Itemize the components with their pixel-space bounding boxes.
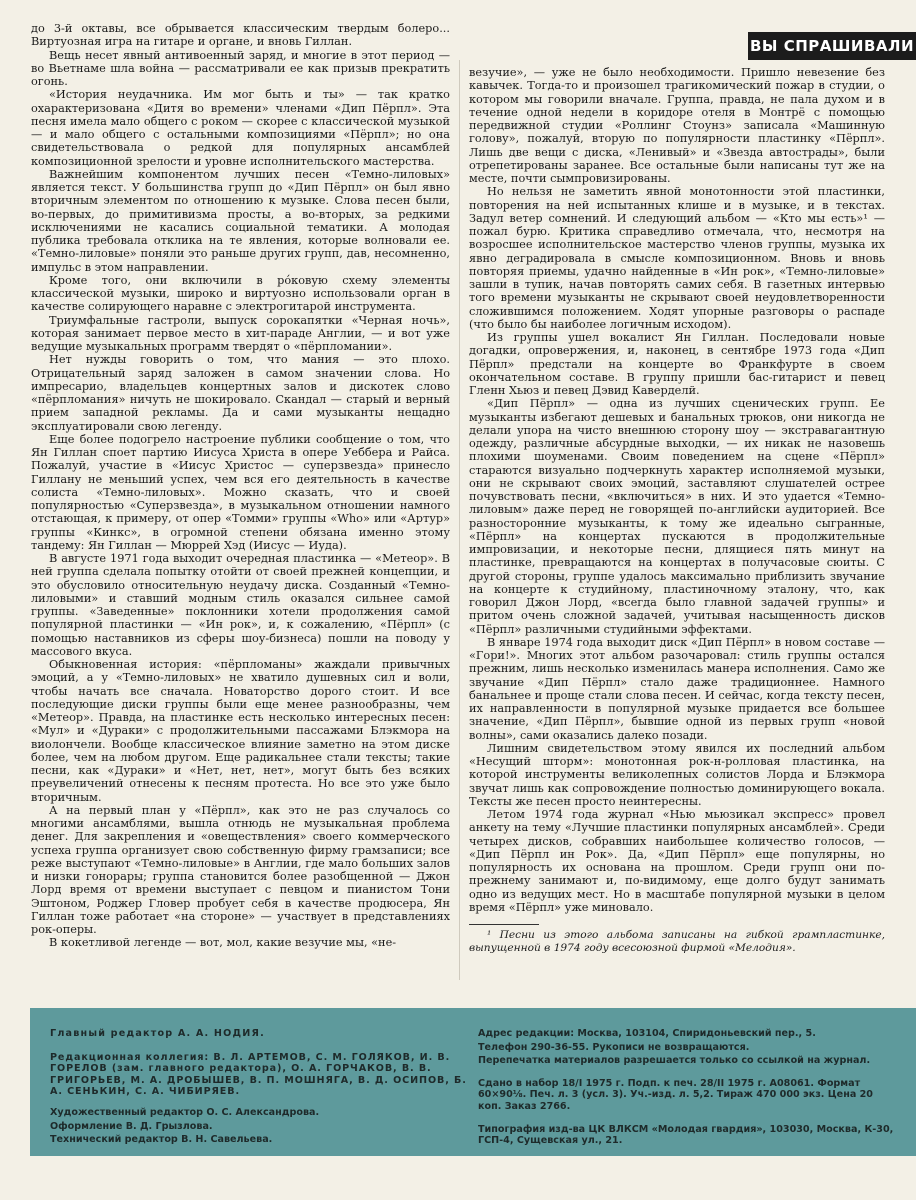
- print-info: Сдано в набор 18/I 1975 г. Подп. к печ. 28/II 1975 г. А08061. Формат 60×90⅛. Печ. л. 3 (усл. 3). Уч.-изд. л. 5,2. Тираж 470 000 экз. Цена 20 коп. Заказ 2766.: [478, 1077, 873, 1112]
- paragraph: Важнейшим компонентом лучших песен «Темно-лиловых» является текст. У большинства групп до «Дип Пёрпл» он был явно вторичным элементом по отношению к музыке. Слова песен были, во-первых, до примитивизма просты, а во-вторых, за редкими исключениями не касались социальной тематики. А молодая публика требовала отклика на те явления, которые волновали ее. «Темно-лиловые» поняли это раньше других групп, дав, несомненно, импульс в этом направлении.: [31, 167, 450, 274]
- chief-editor: Главный редактор А. А. НОДИЯ.: [50, 1028, 265, 1039]
- paragraph: Лишним свидетельством этому явился их последний альбом «Несущий шторм»: монотонная рок-н-ролловая пластинка, на которой инструменты великолепных солистов Лорда и Блэкмора звучат лишь как сопровождение полностью доминирующего вокала. Тексты же песен просто неинтересны.: [469, 741, 885, 808]
- paragraph: Из группы ушел вокалист Ян Гиллан. Последовали новые догадки, опровержения, и, наконец, в сентябре 1973 года «Дип Пёрпл» предстали на концерте во Франкфурте в своем окончательном составе. В группу пришли бас-гитарист и певец Гленн Хьюз и певец Дэвид Каверделй.: [469, 331, 885, 397]
- design-credit: Оформление В. Д. Грызлова.: [50, 1120, 213, 1132]
- art-editor: Художественный редактор О. С. Александрова.: [50, 1106, 320, 1118]
- paragraph: Вещь несет явный антивоенный заряд, и многие в этот период — во Вьетнаме шла война — рассматривали ее как призыв прекратить огонь.: [31, 48, 450, 88]
- paragraph: Триумфальные гастроли, выпуск сорокапятки «Черная ночь», которая занимает первое место в хит-параде Англии, — и вот уже ведущие музыкальных программ твердят о «пёрпломании».: [31, 313, 450, 353]
- phone: Телефон 290-36-55. Рукописи не возвращаются.: [478, 1041, 750, 1053]
- paragraph: Обыкновенная история: «пёрпломаны» жаждали привычных эмоций, а у «Темно-лиловых» не хватило душевных сил и воли, чтобы начать все сначала. Новаторство дорого стоит. И все последующие диски группы были еще менее разнообразны, чем «Метеор». Правда, на пластинке есть несколько интересных песен: «Мул» и «Дураки» с продолжительными пассажами Блэкмора на виолончели. Вообще классическое влияние заметно на этом диске более, чем на любом другом. Еще радикальнее стали тексты; такие песни, как «Дураки» и «Нет, нет, нет», могут быть без всяких преувеличений отнесены к песням протеста. Но все это уже было вторичным.: [31, 658, 450, 804]
- section-title: ВЫ СПРАШИВАЛИ: [748, 32, 916, 60]
- paragraph: везучие», — уже не было необходимости. Пришло невезение без кавычек. Тогда-то и произошел трагикомический пожар в студии, о котором мы говорили вначале. Группа, правда, не пала духом и в течение одной недели в коридоре отеля в Монтрё с помощью передвижной студии «Роллинг Стоунз» записала «Машинную голову», пожалуй, вторую по популярности пластинку «Пёрпл». Лишь две вещи с диска, «Ленивый» и «Звезда автострады», были отрепетированы заранее. Все остальные были написаны тут же на месте, почти сымпровизированы.: [469, 66, 885, 185]
- right-column: [469, 66, 885, 954]
- footnote: ¹ Песни из этого альбома записаны на гибкой грампластинке, выпущенной в 1974 году всесоюзной фирмой «Мелодия».: [469, 929, 885, 954]
- paragraph: Летом 1974 года журнал «Нью мьюзикал экспресс» провел анкету на тему «Лучшие пластинки популярных ансамблей». Среди четырех дисков, собравших наибольшее количество голосов, — «Дип Пёрпл ин Рок». Да, «Дип Пёрпл» еще популярны, но популярность их основана на прошлом. Среди групп они по-прежнему занимают и, по-видимому, еще долго будут занимать одно из ведущих мест. Но в масштабе популярной музыки в целом время «Пёрпл» уже миновало.: [469, 808, 885, 914]
- footnote-rule: [469, 924, 539, 925]
- paragraph: Нет нужды говорить о том, что мания — это плохо. Отрицательный заряд заложен в самом значении слова. Но импресарио, владельцев концертных залов и дискотек слово «пёрпломания» ничуть не шокировало. Скандал — старый и верный прием западной рекламы. Да и сами музыканты нещадно эксплуатировали свою легенду.: [31, 353, 450, 433]
- imprint-block: [30, 1008, 916, 1156]
- imprint-left: [50, 1028, 470, 1148]
- tech-editor: Технический редактор В. Н. Савельева.: [50, 1134, 273, 1146]
- column-divider: [459, 60, 460, 980]
- paragraph: В августе 1971 года выходит очередная пластинка — «Метеор». В ней группа сделала попытку отойти от своей прежней концепции, и это обусловило относительную неудачу диска. Созданный «Темно-лиловыми» и ставший модным стиль оказался сильнее самой группы. «Заведенные» поклонники хотели продолжения самой популярной пластинки — «Ин рок», и, к сожалению, «Пёрпл» (с помощью наставников из сферы шоу-бизнеса) пошли на поводу у массового вкуса.: [31, 552, 450, 658]
- paragraph: «Дип Пёрпл» — одна из лучших сценических групп. Ее музыканты избегают дешевых и банальных трюков, они никогда не делали упора на чисто внешнюю сторону шоу — экстравагантную одежду, различные абсурдные выходки, — их никак не назовешь плохими шоуменами. Своим поведением на сцене «Пёрпл» стараются визуально подчеркнуть характер исполняемой музыки, они не скрывают своих эмоций, заставляют слушателей острее почувствовать песни, «включиться» в них. И это удается «Темно-лиловым» даже перед не говорящей по-английски аудиторией. Все разносторонние музыканты, к тому же идеально сыгранные, «Пёрпл» на концертах пускаются в продолжительные импровизации, и некоторые песни, длящиеся пять минут на пластинке, превращаются на концертах в получасовые сюиты. С другой стороны, группе удалось максимально приблизить звучание на концерте к студийному, пластиночному эталону, что, как говорил Джон Лорд, «всегда было главной задачей группы» и притом очень сложной задачей, учитывая насыщенность дисков «Пёрпл» различными студийными эффектами.: [469, 397, 885, 636]
- paragraph: А на первый план у «Пёрпл», как это не раз случалось со многими ансамблями, вышла отнюдь не музыкальная проблема денег. Для закрепления и «овеществления» своего коммерческого успеха группа организует свою собственную фирму грамзаписи; все реже выступают «Темно-лиловые» в Англии, где мало больших залов и низки гонорары; группа становится более разобщенной — Джон Лорд время от времени выступает с певцом и пианистом Тони Эштоном, Роджер Гловер пробует себя в качестве продюсера, Ян Гиллан тоже работает «на стороне» — участвует в представлениях рок-оперы.: [31, 803, 450, 936]
- reprint-note: Перепечатка материалов разрешается только со ссылкой на журнал.: [478, 1055, 871, 1067]
- left-column: [31, 22, 450, 950]
- editorial-board: Редакционная коллегия: В. Л. АРТЕМОВ, С. М. ГОЛЯКОВ, И. В. ГОРЕЛОВ (зам. главного редактора), О. А. ГОРЧАКОВ, В. В. ГРИГОРЬЕВ, М. А. ДРОБЫШЕВ, В. П. МОШНЯГА, В. Д. ОСИПОВ, Б. А. СЕНЬКИН, С. А. ЧИБИРЯЕВ.: [50, 1051, 467, 1098]
- paragraph: «История неудачника. Им мог быть и ты» — так кратко охарактеризована «Дитя во времени» членами «Дип Пёрпл». Эта песня имела мало общего с роком — скорее с классической музыкой — и мало общего с остальными композициями «Пёрпл»; но она свидетельствовала о редкой для популярных ансамблей композиционной зрелости и уровне исполнительского мастерства.: [31, 88, 450, 168]
- imprint-right: [478, 1028, 898, 1149]
- paragraph: Кроме того, они включили в рóковую схему элементы классической музыки, широко и виртуозно использовали орган в качестве солирующего наравне с электрогитарой инструмента.: [31, 273, 450, 314]
- paragraph: В кокетливой легенде — вот, мол, какие везучие мы, «не-: [49, 936, 397, 950]
- address: Адрес редакции: Москва, 103104, Спиридоньевский пер., 5.: [478, 1028, 816, 1039]
- paragraph: Еще более подогрело настроение публики сообщение о том, что Ян Гиллан споет партию Иисуса Христа в опере Уеббера и Райса. Пожалуй, участие в «Иисус Христос — суперзвезда» принесло Гиллану не меньший успех, чем вся его деятельность в качестве солиста «Темно-лиловых». Можно сказать, что и своей популярностью «Суперзвезда», в музыкальном отношении намного отстающая, к примеру, от опер «Томми» группы «Who» или «Артур» группы «Кинкс», в огромной степени обязана именно этому тандему: Ян Гиллан — Мюррей Хэд (Иисус — Иуда).: [31, 432, 450, 552]
- paragraph: Но нельзя не заметить явной монотонности этой пластинки, повторения на ней испытанных клише и в музыке, и в текстах. Задул ветер сомнений. И следующий альбом — «Кто мы есть»¹ — пожал бурю. Критика справедливо отмечала, что, несмотря на возросшее исполнительское мастерство членов группы, музыка их явно деградировала в смысле композиционном. Вновь и вновь повторяя приемы, удачно найденные в «Ин рок», «Темно-лиловые» зашли в тупик, начав повторять самих себя. В газетных интервью того времени музыканты не скрывают своей неудовлетворенности сложившимся положением. Ходят упорные разговоры о распаде (что было бы наиболее логичным исходом).: [469, 185, 885, 331]
- printer: Типография изд-ва ЦК ВЛКСМ «Молодая гвардия», 103030, Москва, К-30, ГСП-4, Сущевская ул., 21.: [478, 1123, 894, 1147]
- paragraph: до 3-й октавы, все обрывается классическим твердым болеро... Виртуозная игра на гитаре и органе, и вновь Гиллан.: [31, 22, 450, 49]
- paragraph: В январе 1974 года выходит диск «Дип Пёрпл» в новом составе — «Гори!». Многих этот альбом разочаровал: стиль группы остался прежним, лишь несколько изменилась манера исполнения. Само же звучание «Дип Пёрпл» стало даже традиционнее. Намного банальнее и проще стали слова песен. И сейчас, когда тексту песен, их направленности в популярной музыке придается все большее значение, «Дип Пёрпл», бывшие одной из первых групп «новой волны», сами оказались далеко позади.: [469, 635, 885, 742]
